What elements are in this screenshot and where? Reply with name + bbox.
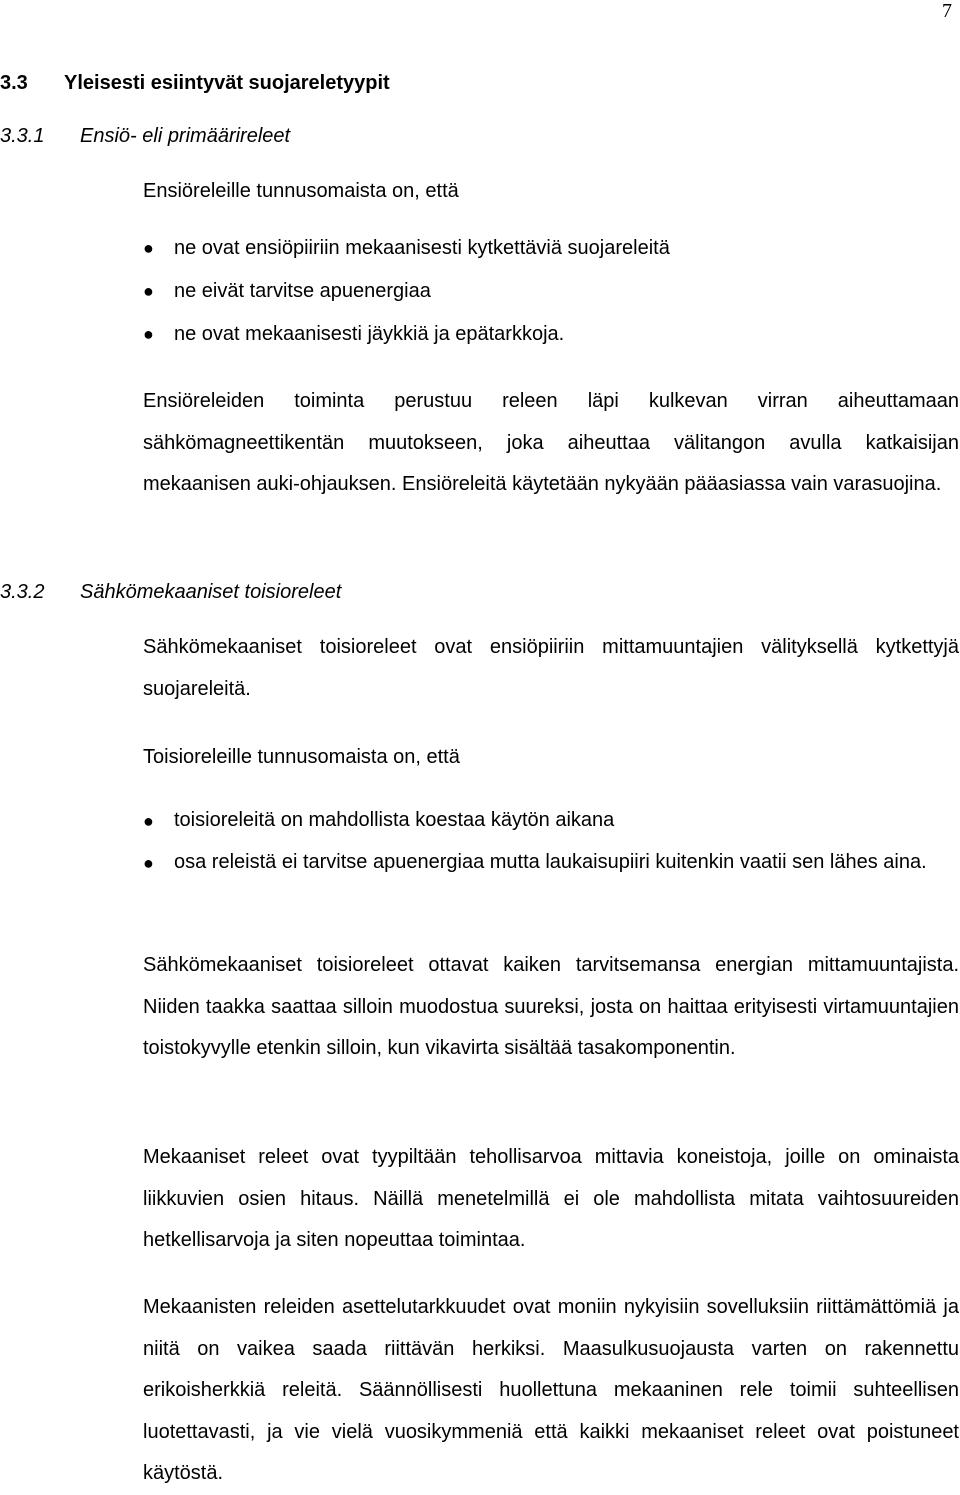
list-item [143, 800, 959, 842]
section-heading [0, 71, 390, 95]
body-paragraph: Mekaaniset releet ovat tyypiltään tehollisarvoa mittavia koneistoja, joille on ominaista liikkuvien osien hitaus. Näillä menetelmillä ei ole mahdollista mitata vaihtosuureiden hetkellisarvoja ja siten nopeuttaa toimintaa. [143, 1146, 959, 1251]
bullet-list-secondary [143, 800, 959, 883]
bullet-icon: ● [143, 238, 154, 258]
subsection-title: Ensiö- eli primäärireleet [80, 125, 291, 147]
list-item-text: ne ovat mekaanisesti jäykkiä ja epätarkkoja. [174, 323, 565, 345]
bullet-list-primary [143, 236, 959, 365]
bullet-icon: ● [143, 324, 154, 344]
list-item-text: ne ovat ensiöpiiriin mekaanisesti kytkettäviä suojareleitä [174, 237, 670, 259]
subsection-number: 3.3.1 [0, 125, 45, 147]
bullet-icon: ● [143, 281, 154, 301]
subsection-heading-3-3-1 [0, 124, 290, 148]
list-item [143, 842, 959, 884]
bullet-icon: ● [143, 811, 154, 831]
body-paragraph: Mekaanisten releiden asettelutarkkuudet ovat moniin nykyisiin sovelluksiin riittämättömiä ja niitä on vaikea saada riittävän herkiksi. Maasulkusuojausta varten on rakennettu erikoisherkkiä releitä. Säännöllisesti huollettuna mekaaninen rele toimii suhteellisen luotettavasti, ja vie vielä vuosikymmeniä että kaikki mekaaniset releet ovat poistuneet käytöstä. [143, 1296, 959, 1484]
list-item [143, 279, 959, 303]
list-item [143, 322, 959, 346]
list-item-text: osa releistä ei tarvitse apuenergiaa mutta laukaisupiiri kuitenkin vaatii sen lähes aina. [174, 850, 927, 873]
list-item-text: toisioreleitä on mahdollista koestaa käytön aikana [174, 809, 615, 831]
body-paragraph: Ensiöreleiden toiminta perustuu releen läpi kulkevan virran aiheuttamaan sähkömagneettikentän muutokseen, joka aiheuttaa välitangon avulla katkaisijan mekaanisen auki-ohjauksen. Ensiöreleitä käytetään nykyään pääasiassa vain varasuojina. [143, 390, 959, 495]
list-item [143, 236, 959, 260]
body-paragraph: Sähkömekaaniset toisioreleet ottavat kaiken tarvitsemansa energian mittamuuntajista. Niiden taakka saattaa silloin muodostua suureksi, josta on haittaa erityisesti virtamuuntajien toistokyvylle etenkin silloin, kun vikavirta sisältää tasakomponentin. [143, 954, 959, 1059]
page-number: 7 [942, 0, 952, 22]
list-item-text: ne eivät tarvitse apuenergiaa [174, 280, 431, 302]
lead-paragraph-secondary: Sähkömekaaniset toisioreleet ovat ensiöpiiriin mittamuuntajien välityksellä kytkettyjä suojareleitä. [143, 636, 959, 700]
subsection-title: Sähkömekaaniset toisioreleet [80, 581, 342, 603]
subsection-heading-3-3-2 [0, 580, 341, 604]
intro-paragraph-primary: Ensiöreleille tunnusomaista on, että [143, 180, 459, 202]
intro-paragraph-secondary: Toisioreleille tunnusomaista on, että [143, 746, 460, 768]
subsection-number: 3.3.2 [0, 581, 45, 603]
section-title: Yleisesti esiintyvät suojareletyypit [64, 72, 390, 94]
section-number: 3.3 [0, 72, 28, 94]
bullet-icon: ● [143, 852, 154, 873]
